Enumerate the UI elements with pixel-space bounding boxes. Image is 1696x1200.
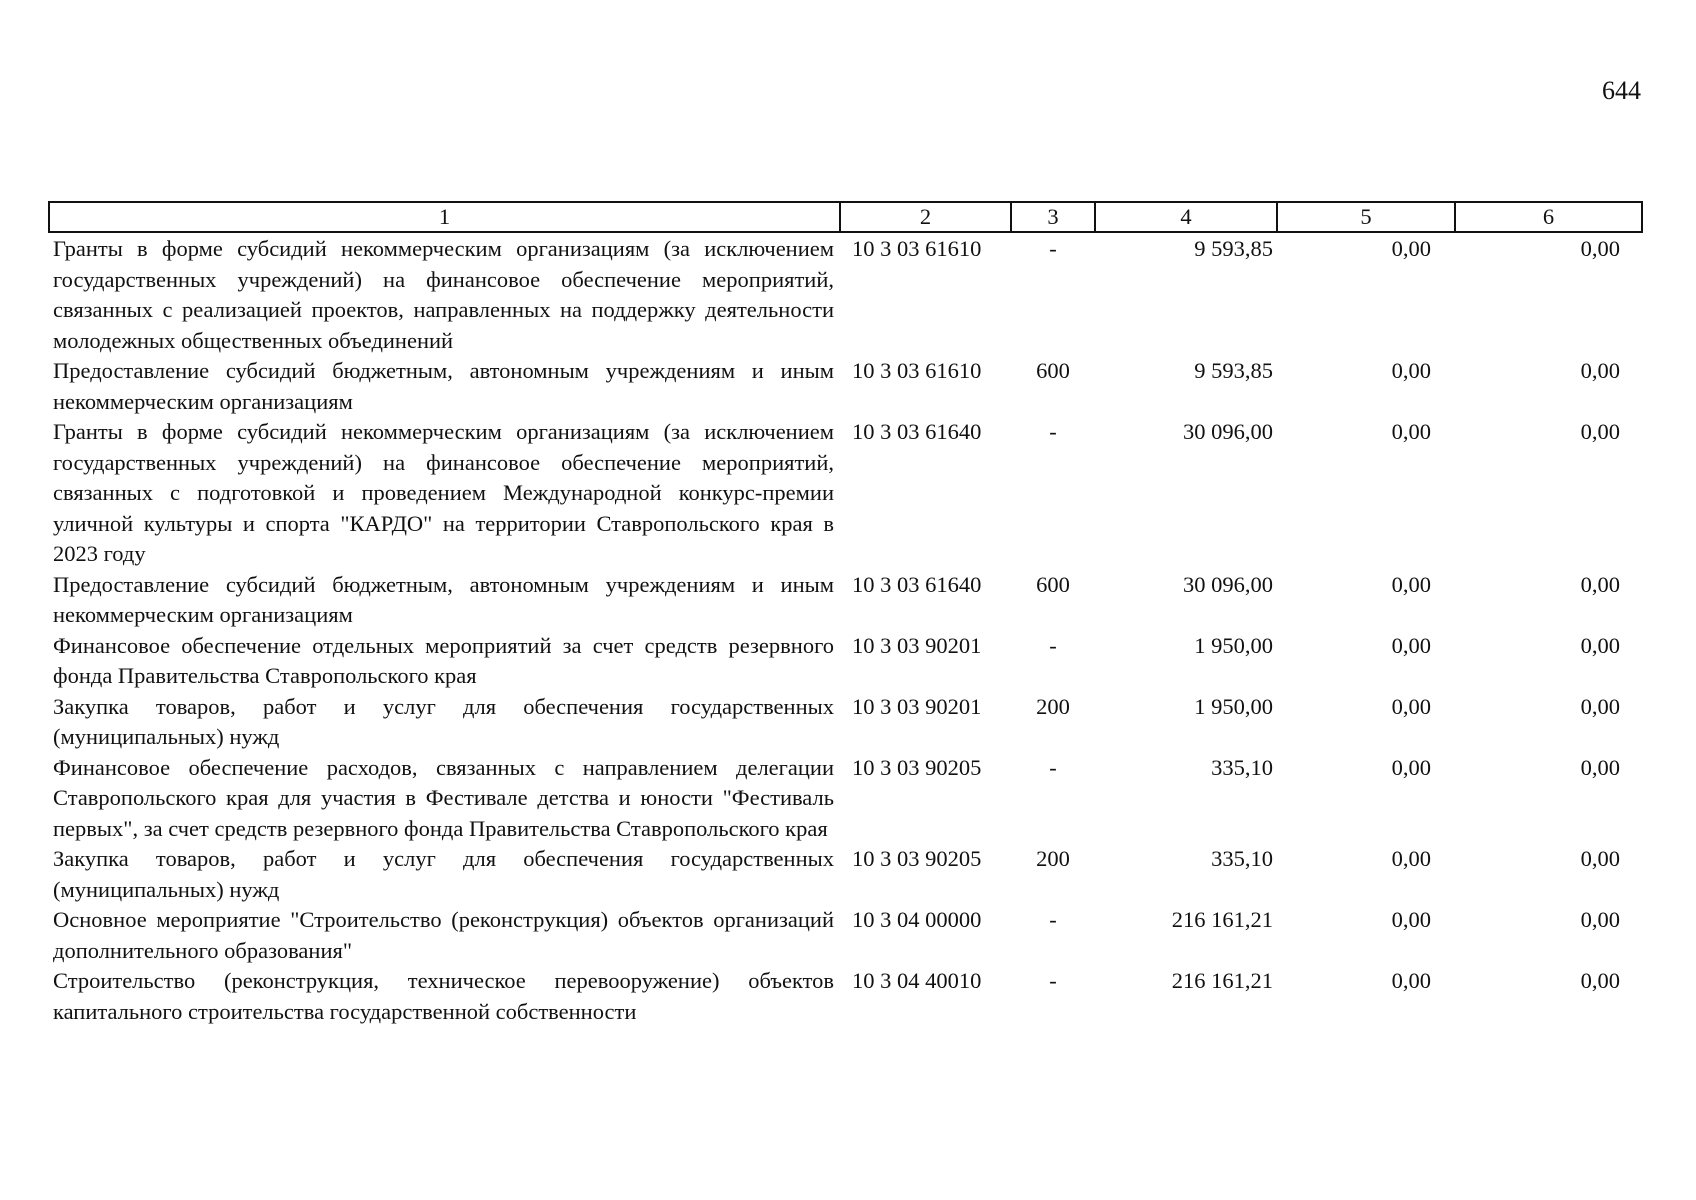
row-code: 10 3 03 61640 xyxy=(852,419,982,444)
row-code: 10 3 04 00000 xyxy=(852,907,982,932)
row-expense-type: 200 xyxy=(1036,846,1070,871)
table-row xyxy=(49,844,1642,905)
header-col-5: 5 xyxy=(1277,202,1455,232)
row-amount-col6: 0,00 xyxy=(1580,419,1620,444)
row-amount-col6: 0,00 xyxy=(1580,846,1620,871)
row-amount-col6: 0,00 xyxy=(1580,907,1620,932)
table-header xyxy=(49,202,1642,232)
table-row xyxy=(49,905,1642,966)
row-expense-type: 600 xyxy=(1036,571,1070,597)
row-amount-col4: 335,10 xyxy=(1211,846,1273,871)
row-amount-col4: 1 950,00 xyxy=(1194,693,1273,719)
row-expense-type: - xyxy=(1049,419,1057,444)
table-row xyxy=(49,692,1642,753)
row-amount-col4: 335,10 xyxy=(1211,754,1273,780)
header-col-3: 3 xyxy=(1011,202,1095,232)
row-amount-col6: 0,00 xyxy=(1580,236,1620,261)
row-amount-col4: 9 593,85 xyxy=(1194,236,1273,261)
row-amount-col5: 0,00 xyxy=(1391,907,1431,932)
row-code: 10 3 03 90205 xyxy=(852,846,982,871)
row-amount-col5: 0,00 xyxy=(1391,632,1431,658)
row-expense-type: - xyxy=(1049,968,1057,993)
row-amount-col6: 0,00 xyxy=(1580,358,1620,383)
row-expense-type: - xyxy=(1049,632,1057,658)
row-amount-col5: 0,00 xyxy=(1391,236,1431,261)
row-amount-col4: 9 593,85 xyxy=(1194,358,1273,383)
row-name: Основное мероприятие "Строительство (реконструкция) объектов организаций дополнительного образования" xyxy=(53,907,834,963)
row-amount-col5: 0,00 xyxy=(1391,754,1431,780)
table-row xyxy=(49,356,1642,417)
row-expense-type: 200 xyxy=(1036,693,1070,719)
row-amount-col4: 216 161,21 xyxy=(1171,907,1273,932)
row-name: Предоставление субсидий бюджетным, автономным учреждениям и иным некоммерческим организациям xyxy=(53,571,834,627)
row-name: Строительство (реконструкция, техническое перевооружение) объектов капитального строительства государственной собственности xyxy=(53,968,834,1024)
row-name: Гранты в форме субсидий некоммерческим организациям (за исключением государственных учреждений) на финансовое обеспечение мероприятий, связанных с реализацией проектов, направленных на поддержку деятельности молодежных общественных объединений xyxy=(53,236,834,353)
table-row xyxy=(49,417,1642,570)
budget-table xyxy=(48,201,1643,1027)
row-code: 10 3 03 61610 xyxy=(852,358,982,383)
row-amount-col6: 0,00 xyxy=(1580,968,1620,993)
header-col-6: 6 xyxy=(1455,202,1642,232)
row-expense-type: 600 xyxy=(1036,358,1070,383)
row-amount-col5: 0,00 xyxy=(1391,968,1431,993)
row-code: 10 3 04 40010 xyxy=(852,968,982,993)
row-code: 10 3 03 61640 xyxy=(852,571,982,597)
row-amount-col4: 30 096,00 xyxy=(1183,419,1273,444)
row-name: Закупка товаров, работ и услуг для обеспечения государственных (муниципальных) нужд xyxy=(53,846,834,902)
row-code: 10 3 03 90201 xyxy=(852,693,982,719)
row-amount-col6: 0,00 xyxy=(1580,693,1620,719)
row-expense-type: - xyxy=(1049,907,1057,932)
table-row xyxy=(49,631,1642,692)
table-row xyxy=(49,570,1642,631)
row-amount-col5: 0,00 xyxy=(1391,358,1431,383)
header-col-4: 4 xyxy=(1095,202,1277,232)
header-col-2: 2 xyxy=(840,202,1011,232)
row-name: Финансовое обеспечение расходов, связанных с направлением делегации Ставропольского края для участия в Фестивале детства и юности "Фестиваль первых", за счет средств резервного фонда Правительства Ставропольского края xyxy=(53,754,834,841)
row-expense-type: - xyxy=(1049,236,1057,261)
header-row xyxy=(49,202,1642,232)
row-code: 10 3 03 90201 xyxy=(852,632,982,658)
table-row xyxy=(49,232,1642,356)
row-amount-col4: 216 161,21 xyxy=(1171,968,1273,993)
table-body xyxy=(49,232,1642,1027)
row-expense-type: - xyxy=(1049,754,1057,780)
row-amount-col6: 0,00 xyxy=(1580,632,1620,658)
row-name: Финансовое обеспечение отдельных мероприятий за счет средств резервного фонда Правительства Ставропольского края xyxy=(53,632,834,688)
row-amount-col5: 0,00 xyxy=(1391,419,1431,444)
table-row xyxy=(49,966,1642,1027)
row-amount-col6: 0,00 xyxy=(1580,754,1620,780)
row-name: Гранты в форме субсидий некоммерческим организациям (за исключением государственных учреждений) на финансовое обеспечение мероприятий, связанных с подготовкой и проведением Международной конкурс-премии уличной культуры и спорта "КАРДО" на территории Ставропольского края в 2023 году xyxy=(53,419,834,566)
row-amount-col5: 0,00 xyxy=(1391,846,1431,871)
row-amount-col4: 30 096,00 xyxy=(1183,571,1273,597)
header-col-1: 1 xyxy=(49,202,840,232)
row-amount-col6: 0,00 xyxy=(1580,571,1620,597)
row-name: Закупка товаров, работ и услуг для обеспечения государственных (муниципальных) нужд xyxy=(53,693,834,749)
row-code: 10 3 03 90205 xyxy=(852,754,982,780)
row-amount-col5: 0,00 xyxy=(1391,571,1431,597)
row-amount-col4: 1 950,00 xyxy=(1194,632,1273,658)
page-number: 644 xyxy=(1602,76,1641,105)
table-row xyxy=(49,753,1642,845)
row-name: Предоставление субсидий бюджетным, автономным учреждениям и иным некоммерческим организациям xyxy=(53,358,834,414)
row-amount-col5: 0,00 xyxy=(1391,693,1431,719)
row-code: 10 3 03 61610 xyxy=(852,236,982,261)
